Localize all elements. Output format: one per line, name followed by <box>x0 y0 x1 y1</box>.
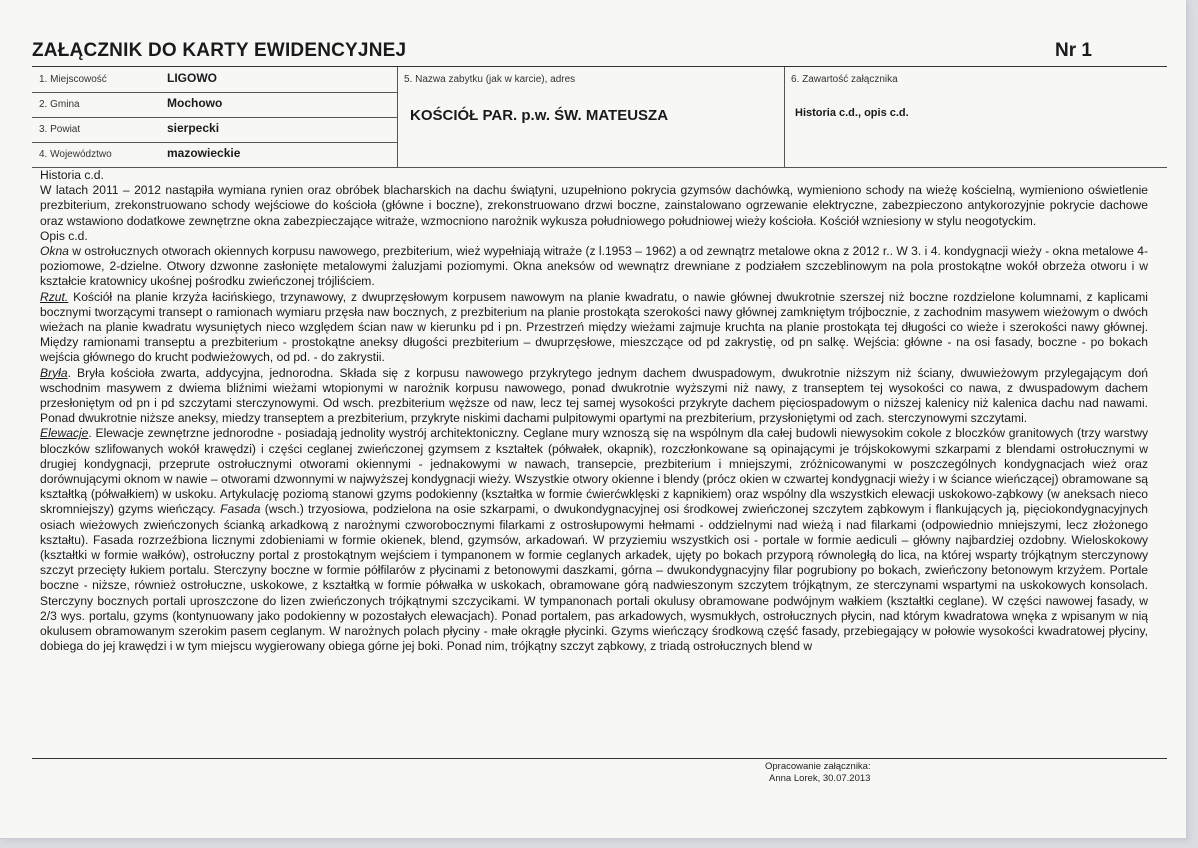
document-number: Nr 1 <box>1055 40 1092 61</box>
field-miejscowosc <box>32 67 397 93</box>
historia-heading: Historia c.d. <box>40 168 104 182</box>
elewacje-text: . Elewacje zewnętrzne jednorodne - posiadają jednolity wystrój architektoniczny. Ceglane mury wznoszą się na wspólnym dla całej budowli niewysokim cokole z bloczków granitowych (trzy warstwy bloczków szlifowanych wokół krawędzi) i części ceglanej zwieńczonej gzymsem z kształtek (półwałek, okapnik), rozczłonkowane są opinającymi je trójskokowymi szkarpami z blendami ostrołucznymi w drugiej kondygnacji, przeprute ostrołucznymi otworami okiennymi - jednakowymi w nawach, transepcie, prezbiterium i mniejszymi, zróżnicowanymi w poszczególnych kondygnacjach wież oraz dorównującymi oknom w nawie – otworami dzwonnymi w najwyższej kondygnacji wieży. Wszystkie otwory okienne i blendy (prócz okien w czwartej kondygnacji wieży i w ściance wieńczącej) obramowane są kształtką (półwałkiem) w uskoku. Artykulację poziomą stanowi gzyms podokienny (kształtka w formie ćwierćwklęski z kapnikiem) oraz wspólny dla wszystkich elewacji uskokowo-ząbkowy (w aneksach nieco skromniejszy) gzyms wieńczący. <box>40 426 1148 517</box>
field-label: 4. Województwo <box>39 149 112 160</box>
elewacje-paragraph <box>40 426 1148 654</box>
field-gmina <box>32 92 397 118</box>
location-fields <box>32 67 398 167</box>
contents-label: 6. Zawartość załącznika <box>791 74 898 85</box>
bryla-paragraph <box>40 366 1148 427</box>
field-value: LIGOWO <box>167 71 217 85</box>
field-value: sierpecki <box>167 121 220 135</box>
bottom-rule <box>32 758 1167 759</box>
rzut-paragraph <box>40 290 1148 366</box>
rzut-text: Kościół na planie krzyża łacińskiego, trzynawowy, z dwuprzęsłowym korpusem nawowym na planie kwadratu, o nawie głównej dwukrotnie szerszej niż boczne rozdzielone kolumnami, z kaplicami bocznymi tworzącymi transept o ramionach wymiaru przęsła naw bocznych, z prezbiterium na planie prostokąta szerokości nawy głównej zamkniętym trójbocznie, z zachodnim masywem wieżowym o dwóch wieżach na planie kwadratu wysuniętych nieco względem ścian naw w kierunku pd i pn. Przestrzeń między wieżami zajmuje kruchta na planie prostokąta tej długości co wieże i szerokości nawy głównej. Między ramionami transeptu a prezbiterium - prostokątne aneksy długości prezbiterium – dwuprzęsłowe, mieszczące od pd zakrystię, od pn salkę. Wejścia: główne - na osi fasady, boczne - po bokach wejścia głównego do krucht podwieżowych, od pd. - do zakrystii. <box>40 289 1148 365</box>
contents-cell <box>785 67 1167 167</box>
monument-name: KOŚCIÓŁ PAR. p.w. ŚW. MATEUSZA <box>410 107 669 124</box>
document-header <box>32 40 1092 68</box>
field-label: 2. Gmina <box>39 99 80 110</box>
credit-label: Opracowanie załącznika: <box>765 761 871 772</box>
okna-text: w ostrołucznych otworach okiennych korpusu nawowego, prezbiterium, wież wypełniają witraże (z l.1953 – 1962) a od zewnątrz metalowe okna z 2012 r.. W 3. i 4. kondygnacji wieży - okna metalowe 4-poziomowe, 2-dzielne. Otwory dzwonne zasłonięte metalowymi żaluzjami poziomymi. Okna aneksów od wewnątrz drewniane z podziałem szczeblinowym na pola prostokątne wokół obrzeża otworu i w kształcie kratownicy ukośnej pośrodku zwieńczonej trójliściem. <box>40 244 1148 289</box>
bryla-heading: Bryła <box>40 365 68 380</box>
field-value: mazowieckie <box>167 146 241 160</box>
fasada-heading: Fasada <box>220 502 261 517</box>
author-credit <box>765 761 871 785</box>
description-body <box>40 168 1148 655</box>
okna-paragraph <box>40 244 1148 290</box>
opis-heading: Opis c.d. <box>40 228 88 243</box>
field-label: 3. Powiat <box>39 124 81 135</box>
document-title: ZAŁĄCZNIK DO KARTY EWIDENCYJNEJ <box>32 40 407 61</box>
field-wojewodztwo <box>32 142 397 167</box>
field-value: Mochowo <box>167 96 223 110</box>
metadata-grid <box>32 67 1167 168</box>
historia-paragraph: W latach 2011 – 2012 nastąpiła wymiana rynien oraz obróbek blacharskich na dachu świątyni, uzupełniono pokrycia gzymsów dachówką, wymieniono schody na wieżę kościelną, wymieniono oświetlenie prezbiterium, zrekonstruowano schody wejściowe do kościoła (główne i boczne), zrekonstruowano drzwi boczne, zainstalowano ogrzewanie elektryczne, zabezpieczono antykorozyjnie pokrycie dachowe oraz wstawiono dodatkowe zewnętrzne okna zabezpieczające witraże, wzmocniono narożnik wykusza południowego południowej wieży kościoła. Kościół wzniesiony w stylu neogotyckim. <box>40 183 1148 228</box>
elewacje-heading: Elewacje <box>40 426 89 441</box>
field-powiat <box>32 117 397 143</box>
bryla-text: . Bryła kościoła zwarta, addycyjna, jednorodna. Składa się z korpusu nawowego przykrytego jednym dachem dwuspadowym, dwukrotnie niższym niż ściany, dwuwieżowym przylegającym doń wschodnim masywem z dwiema bliźnimi wieżami wtopionymi w narożnik korpusu nawowego, ponad dwukrotnie wyższymi niż nawy, z transeptem tej wysokości co nawa, z dwuspadowym dachem przesłoniętym od pn i pd szczytami sterczynowymi. Od wsch. prezbiterium węższe od naw, lecz tej samej wysokości przykryte dachem pięciospadowym o niższej kalenicy niż kalenica dachu nad nawami. Ponad dwukrotnie niższe aneksy, miedzy transeptem a prezbiterium, przykryte niskimi dachami pulpitowymi opartymi na prezbiterium, przysłoniętymi od zach. sterczynowymi szczytami. <box>40 365 1148 426</box>
okna-heading: Okna <box>40 244 69 259</box>
field-label: 1. Miejscowość <box>39 74 107 85</box>
rzut-heading: Rzut. <box>40 289 69 304</box>
contents-value: Historia c.d., opis c.d. <box>795 107 909 119</box>
monument-label: 5. Nazwa zabytku (jak w karcie), adres <box>404 74 576 85</box>
fasada-text: (wsch.) trzyosiowa, podzielona na osie szkarpami, o dwukondygnacyjnej osi środkowej zwieńczonej szczytem ząbkowym i flankujących ją, pięciokondygnacyjnych osiach wieżowych zwieńczonych ścianką arkadkową z narożnymi czworobocznymi filarkami z ostrosłupowymi hełmami - oddzielnymi nad wieżą i nad filarkami (odpowiednio mniejszymi, lecz złożonego kształtu). Fasada rozrzeźbiona licznymi zdobieniami w formie okienek, blend, gzymsów, arkadowań. W przyziemiu wszystkich osi - portale w formie aediculi – główny najbardziej ozdobny. Wieloskokowy (kształtki w formie wałków), ostrołuczny portal z prostokątnym wejściem i tympanonem w formie ceglanych arkadek, ujęty po bokach przyporą równoległą do lica, na której wsparty trójkątnym sterczynowy szczyt przecięty łukiem portalu. Sterczyny boczne w formie półfilarów z płycinami z betonowymi daszkami, górna – dwukondygnacyjny filar pogrubiony po bokach, zwieńczony betonowym krzyżem. Portale boczne - niższe, również ostrołuczne, uskokowe, z kształtką w formie półwałka w uskokach, obramowane górą nadwieszonym szczytem trójkątnym, ze sterczynami wspartymi na uskokowych konsolach. Sterczyny bocznych portali uproszczone do lizen zwieńczonych trójkątnymi szczycikami. W tympanonach portali okulusy obramowane podwójnym wałkiem (kształtki ceglane). W części nawowej fasady, w 2/3 wys. portalu, gzyms (kontynuowany jako podokienny w pozostałych elewacjach). Ponad portalem, pas arkadowych, wysmukłych, ostrołucznych płycin, nad którym kwadratowa wnęka z wpisanym w nią okulusem obramowanym szerokim pasem ceglanym. W narożnych polach płyciny - małe okrągłe płycinki. Gzyms wieńczący środkową część fasady, przebiegający w połowie wysokości kwadratowej płyciny, dobiega do jej krawędzi i w tym miejscu wygierowany obiega górne jej boki. Ponad nim, trójkątny szczyt ząbkowy, z triadą ostrołucznych blend w <box>40 502 1149 654</box>
credit-author-date: Anna Lorek, 30.07.2013 <box>769 773 871 784</box>
monument-name-cell <box>398 67 785 167</box>
